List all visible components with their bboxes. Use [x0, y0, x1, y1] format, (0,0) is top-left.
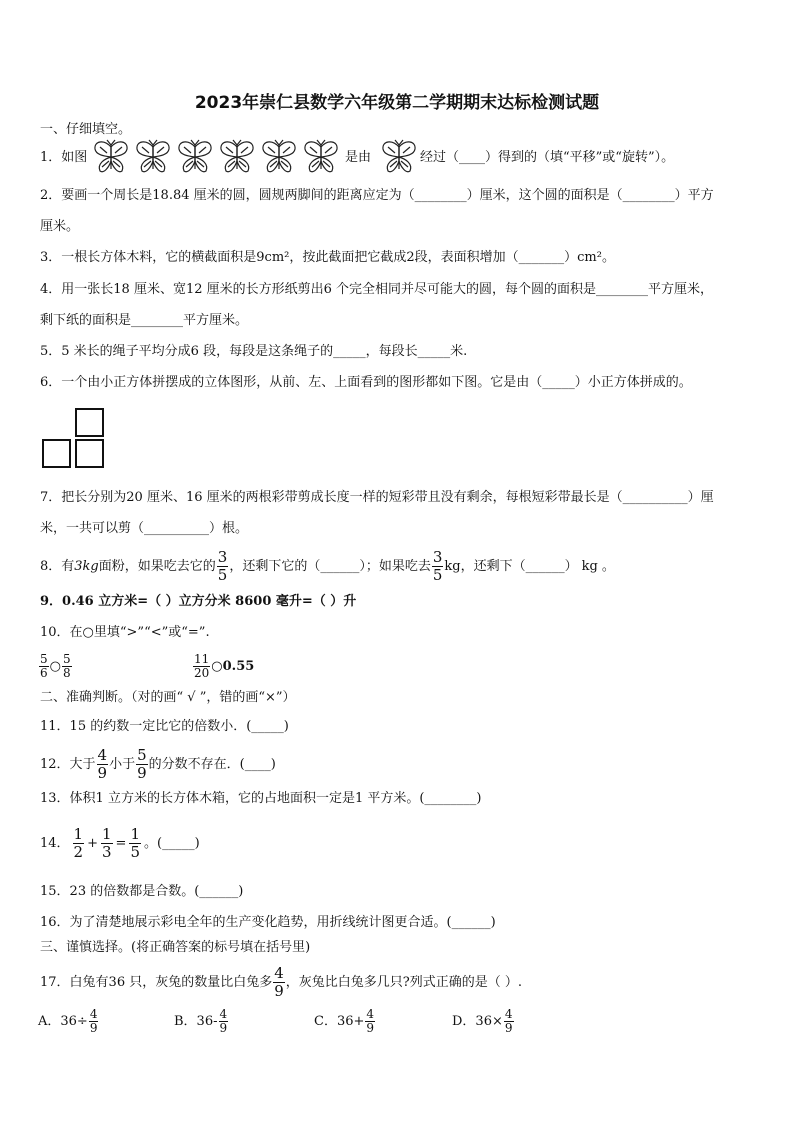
- q16-text: 16．为了清楚地展示彩电全年的生产变化趋势，用折线统计图更合适。(______): [40, 915, 496, 930]
- q2-line1: 2．要画一个周长是18.84 厘米的圆，圆规两脚间的距离应定为（________）厘米，这个圆的面积是（________）平方: [40, 188, 714, 203]
- q4-line2: 剩下纸的面积是________平方厘米。: [40, 313, 249, 328]
- q12-fraction-1-num: 4: [97, 746, 108, 764]
- q14-fraction-2: [101, 826, 113, 861]
- q17-option-d-den: 9: [504, 1021, 513, 1035]
- q10-prompt: 10．在○里填“>”“<”或“=”.: [40, 625, 210, 640]
- q14-fraction-3-num: 1: [130, 825, 140, 843]
- q8-fraction-2-num: 3: [432, 548, 443, 566]
- q17-option-d-label: D．36×: [452, 1014, 503, 1029]
- cube-square: [42, 439, 71, 468]
- butterfly-icon: [302, 139, 340, 175]
- section-3-heading: 三、谨慎选择。(将正确答案的标号填在括号里): [40, 940, 311, 955]
- q4-line1: 4．用一张长18 厘米、宽12 厘米的长方形纸剪出6 个完全相同并尽可能大的圆，每个圆的面积是________平方厘米，: [40, 282, 714, 297]
- q10-b-fraction: [193, 653, 210, 680]
- q17-option-a: [38, 1006, 99, 1038]
- q17-option-c-num: 4: [366, 1007, 375, 1021]
- q10-item-b: [192, 652, 254, 682]
- q10-b-fraction-num: 11: [194, 652, 210, 666]
- q17-option-c: [314, 1006, 376, 1038]
- q8-fraction-2: [432, 549, 444, 584]
- q8-fraction-1: [217, 549, 229, 584]
- q12-part-b: 小于: [109, 757, 136, 772]
- butterfly-icon: [134, 139, 172, 175]
- q1-suffix: 经过（____）得到的（填“平移”或“旋转”）。: [420, 150, 675, 165]
- q17-option-a-label: A．36÷: [38, 1014, 88, 1029]
- q17-option-c-label: C．36+: [314, 1014, 365, 1029]
- q17-fraction-num: 4: [274, 964, 284, 982]
- q14-line: [40, 826, 200, 862]
- q5-text: 5．5 米长的绳子平均分成6 段，每段是这条绳子的_____，每段长_____米.: [40, 344, 468, 359]
- q12-fraction-1-den: 9: [97, 764, 108, 782]
- q17-option-d-fraction: [504, 1008, 514, 1035]
- q12-part-a: 12．大于: [40, 757, 96, 772]
- q17-option-c-fraction: [365, 1008, 375, 1035]
- q10-a-circle: ○: [49, 659, 61, 674]
- q14-fraction-3-den: 5: [130, 843, 140, 861]
- q8-part-c: 面粉，如果吃去它的: [98, 559, 216, 574]
- section-2-heading: 二、准确判断。（对的画“ √ ”，错的画“×”）: [40, 690, 296, 705]
- q3-text: 3．一根长方体木料，它的横截面积是9cm²，按此截面把它截成2段，表面积增加（_______）cm²。: [40, 250, 615, 265]
- butterfly-icon: [380, 139, 418, 175]
- q1-middle: 是由: [345, 150, 372, 165]
- q10-b-rest: ○0.55: [211, 659, 255, 674]
- q15-text: 15．23 的倍数都是合数。(______): [40, 884, 244, 899]
- q12-fraction-2: [136, 747, 148, 782]
- q8-fraction-1-num: 3: [217, 548, 228, 566]
- q10-a-fraction-1-num: 5: [40, 652, 48, 666]
- q17-option-d: [452, 1006, 515, 1038]
- q17-option-c-den: 9: [366, 1021, 375, 1035]
- section-1-heading: 一、仔细填空。: [40, 122, 132, 137]
- q6-text: 6．一个由小正方体拼摆成的立体图形，从前、左、上面看到的图形都如下图。它是由（_____）小正方体拼成的。: [40, 375, 692, 390]
- q8-amount: 3kg: [74, 559, 99, 574]
- q8-line: [40, 549, 615, 584]
- q1-prefix: 1．如图: [40, 150, 88, 165]
- q17-part-a: 17．白兔有36 只，灰兔的数量比白兔多: [40, 975, 273, 990]
- q10-a-fraction-1-den: 6: [40, 666, 48, 680]
- q10-item-a: [38, 652, 73, 682]
- q14-fraction-1-den: 2: [73, 843, 84, 861]
- cube-view-figure: [42, 408, 106, 470]
- q8-unit-1: kg: [444, 559, 461, 574]
- page-title: 2023年崇仁县数学六年级第二学期期末达标检测试题: [194, 93, 600, 113]
- q13-text: 13．体积1 立方米的长方体木箱，它的占地面积一定是1 平方米。(________): [40, 791, 482, 806]
- q8-part-a: 8．有: [40, 559, 75, 574]
- q17-option-b-label: B．36-: [174, 1014, 218, 1029]
- q10-a-fraction-2: [62, 653, 72, 680]
- q12-part-c: 的分数不存在．(____): [148, 757, 276, 772]
- q17-option-b-den: 9: [219, 1021, 228, 1035]
- q14-plus: +: [87, 836, 98, 851]
- q14-fraction-2-den: 3: [102, 843, 112, 861]
- q17-option-a-fraction: [89, 1008, 99, 1035]
- q14-fraction-3: [129, 826, 141, 861]
- butterfly-icon: [218, 139, 256, 175]
- q17-option-b-fraction: [219, 1008, 229, 1035]
- q17-fraction: [273, 965, 285, 1000]
- q11-text: 11．15 的约数一定比它的倍数小．(_____): [40, 719, 289, 734]
- q9-text: 9．0.46 立方米=（ ）立方分米 8600 毫升=（ ）升: [40, 594, 357, 609]
- q17-fraction-den: 9: [274, 982, 284, 1000]
- cube-square: [75, 408, 104, 437]
- q17-option-b: [174, 1006, 229, 1038]
- q17-option-b-num: 4: [219, 1007, 228, 1021]
- q12-fraction-2-den: 9: [137, 764, 147, 782]
- butterfly-icon: [176, 139, 214, 175]
- q17-option-a-den: 9: [89, 1021, 98, 1035]
- q8-part-e: ，还剩下它的（______）；如果吃去: [229, 559, 431, 574]
- q8-part-g: ，还剩下（______）: [460, 559, 578, 574]
- q14-part-a: 14．: [40, 836, 70, 851]
- q12-fraction-2-num: 5: [137, 746, 147, 764]
- q10-b-fraction-den: 20: [194, 666, 210, 680]
- q7-line2: 米，一共可以剪（__________）根。: [40, 521, 249, 536]
- q12-fraction-1: [97, 747, 109, 782]
- q14-part-b: 。(_____): [144, 836, 200, 851]
- q10-a-fraction-2-den: 8: [62, 666, 71, 680]
- q17-option-a-num: 4: [89, 1007, 98, 1021]
- q17-option-d-num: 4: [504, 1007, 513, 1021]
- q8-fraction-1-den: 5: [217, 566, 228, 584]
- q14-fraction-1: [73, 826, 85, 861]
- q17-part-b: ，灰兔比白兔多几只?列式正确的是（ ）.: [285, 975, 523, 990]
- q14-fraction-1-num: 1: [73, 825, 84, 843]
- butterfly-icon: [260, 139, 298, 175]
- q12-line: [40, 747, 276, 782]
- q2-line2: 厘米。: [40, 219, 80, 234]
- q14-fraction-2-num: 1: [102, 825, 112, 843]
- q8-end: 。: [601, 559, 615, 574]
- q10-a-fraction-1: [39, 653, 49, 680]
- q14-equals: =: [115, 836, 127, 851]
- q8-fraction-2-den: 5: [432, 566, 443, 584]
- butterfly-icon: [92, 139, 130, 175]
- q17-line: [40, 965, 522, 1000]
- q10-a-fraction-2-num: 5: [62, 652, 71, 666]
- q8-unit-2: kg: [581, 559, 598, 574]
- cube-square: [75, 439, 104, 468]
- q7-line1: 7．把长分别为20 厘米、16 厘米的两根彩带剪成长度一样的短彩带且没有剩余，每根短彩带最长是（__________）厘: [40, 490, 714, 505]
